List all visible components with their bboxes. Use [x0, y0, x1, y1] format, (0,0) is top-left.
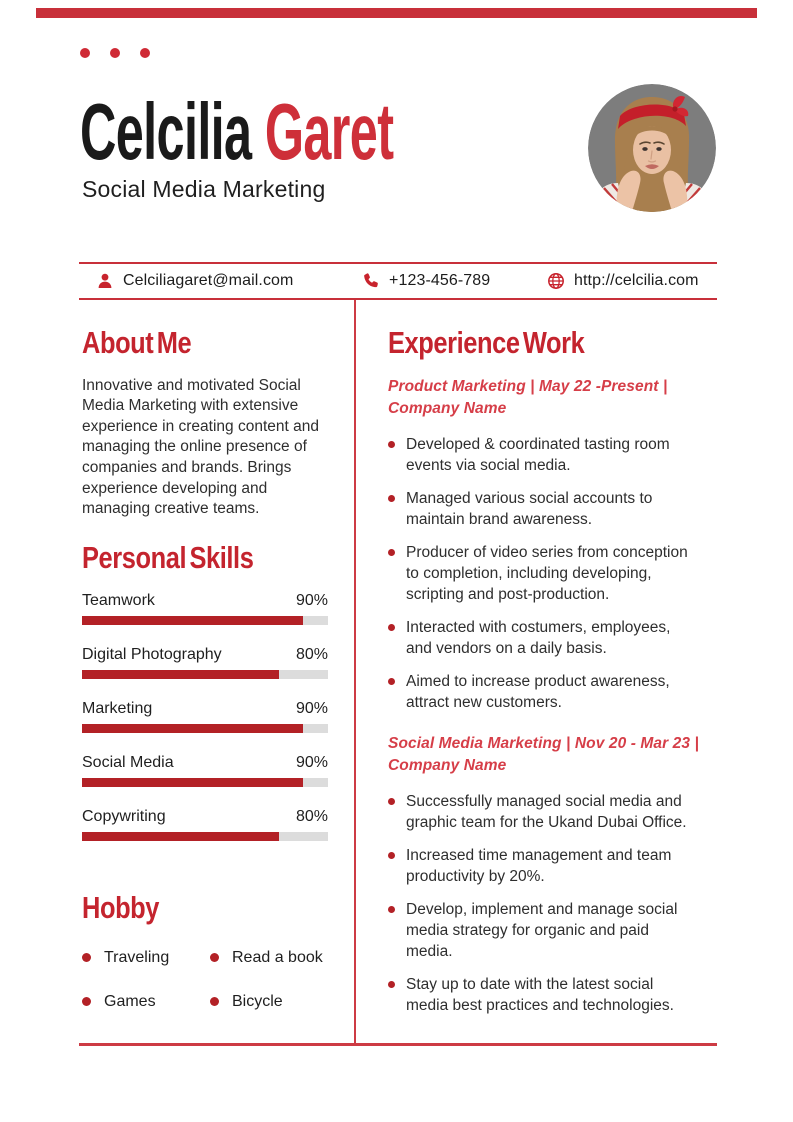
bullet-item	[388, 845, 714, 887]
bullet-text: Develop, implement and manage social media strategy for organic and paid media.	[406, 900, 678, 960]
bullet-dot-icon	[388, 624, 395, 631]
person-name	[80, 87, 394, 176]
column-divider	[354, 300, 356, 1044]
skill-bar-track	[82, 778, 328, 787]
job-title-line: Product Marketing | May 22 -Present |	[388, 377, 668, 395]
bullet-dot-icon	[388, 495, 395, 502]
about-text: Innovative and motivated Social Media Marketing with extensive experience in creating content and managing the online presence of companies and brands. Brings experience developing and managing creative teams.	[82, 376, 319, 518]
bullet-item	[388, 974, 714, 1016]
job-title-line: Company Name	[388, 399, 507, 417]
last-name: Garet	[264, 87, 394, 176]
experience-heading: Experience Work	[388, 325, 585, 360]
contact-email[interactable]	[96, 264, 294, 298]
bullet-text: Stay up to date with the latest social media best practices and technologies.	[406, 975, 674, 1014]
skill-percent: 80%	[295, 646, 328, 664]
person-icon	[96, 272, 114, 290]
hobby-item	[82, 993, 210, 1011]
hobby-list	[82, 949, 328, 1011]
bullet-item	[388, 671, 714, 713]
dot-icon	[140, 48, 150, 58]
bullet-dot-icon	[388, 852, 395, 859]
skill-row	[82, 754, 328, 787]
hobby-item	[82, 949, 210, 967]
first-name: Celcilia	[80, 87, 252, 176]
job-title	[388, 733, 714, 777]
bullet-item	[388, 434, 714, 476]
about-heading: About Me	[82, 325, 192, 360]
skill-label: Copywriting	[82, 808, 166, 826]
bullet-dot-icon	[210, 997, 219, 1006]
skill-bar-fill	[82, 832, 279, 841]
contact-website[interactable]	[547, 264, 699, 298]
hobby-heading: Hobby	[82, 890, 160, 926]
bullet-item	[388, 488, 714, 530]
bullet-dot-icon	[388, 441, 395, 448]
skill-percent: 80%	[295, 808, 328, 826]
skill-percent: 90%	[295, 592, 328, 610]
skill-label: Social Media	[82, 754, 174, 772]
skill-row	[82, 646, 328, 679]
skill-bar-fill	[82, 616, 303, 625]
hobby-label: Games	[104, 992, 156, 1010]
hobby-item	[210, 949, 328, 967]
bullet-item	[388, 791, 714, 833]
bullet-item	[388, 899, 714, 962]
bullet-text: Increased time management and team productivity by 20%.	[406, 846, 672, 885]
skill-bar-track	[82, 724, 328, 733]
top-accent-bar	[36, 8, 757, 18]
globe-icon	[547, 272, 565, 290]
skill-bar-fill	[82, 670, 279, 679]
skill-row	[82, 700, 328, 733]
bullet-item	[388, 617, 714, 659]
skill-row	[82, 808, 328, 841]
contact-phone[interactable]	[362, 264, 490, 298]
skill-label: Teamwork	[82, 592, 155, 610]
skill-bar-track	[82, 670, 328, 679]
contact-bar	[79, 262, 717, 300]
hobby-label: Bicycle	[232, 992, 283, 1010]
phone-icon	[362, 272, 380, 290]
bullet-dot-icon	[210, 953, 219, 962]
bullet-text: Interacted with costumers, employees, and vendors on a daily basis.	[406, 618, 671, 657]
email-text: Celciliagaret@mail.com	[123, 272, 294, 289]
left-column	[82, 327, 328, 1011]
skill-label: Digital Photography	[82, 646, 222, 664]
bottom-rule	[79, 1043, 717, 1046]
bullet-dot-icon	[388, 981, 395, 988]
bullet-text: Aimed to increase product awareness, attract new customers.	[406, 672, 670, 711]
bullet-dot-icon	[82, 953, 91, 962]
bullet-text: Producer of video series from conception to completion, including developing, scripting and post-production.	[406, 543, 688, 603]
dot-icon	[110, 48, 120, 58]
hobby-label: Read a book	[232, 948, 323, 966]
job-title-line: Social Media Marketing | Nov 20 - Mar 23 |	[388, 734, 699, 752]
skill-bar-fill	[82, 778, 303, 787]
job-bullet-list	[388, 791, 714, 1016]
phone-text: +123-456-789	[389, 272, 491, 289]
job-title-line: Company Name	[388, 756, 507, 774]
job-title	[388, 376, 714, 420]
profile-photo-illustration	[588, 84, 716, 212]
skills-list	[82, 592, 328, 841]
hobby-item	[210, 993, 328, 1011]
bullet-dot-icon	[388, 549, 395, 556]
skill-bar-track	[82, 616, 328, 625]
bullet-dot-icon	[388, 798, 395, 805]
skill-bar-fill	[82, 724, 303, 733]
skill-label: Marketing	[82, 700, 153, 718]
profession-subtitle: Social Media Marketing	[82, 176, 326, 202]
skills-heading: Personal Skills	[82, 539, 254, 575]
profile-photo	[588, 84, 716, 212]
job-bullet-list	[388, 434, 714, 713]
skill-row	[82, 592, 328, 625]
bullet-text: Managed various social accounts to maintain brand awareness.	[406, 489, 653, 528]
bullet-text: Successfully managed social media and graphic team for the Ukand Dubai Office.	[406, 792, 687, 831]
dot-icon	[80, 48, 90, 58]
bullet-item	[388, 542, 714, 605]
bullet-dot-icon	[82, 997, 91, 1006]
skill-percent: 90%	[295, 754, 328, 772]
bullet-text: Developed & coordinated tasting room events via social media.	[406, 435, 670, 474]
website-text: http://celcilia.com	[574, 272, 699, 289]
skill-bar-track	[82, 832, 328, 841]
skill-percent: 90%	[295, 700, 328, 718]
bullet-dot-icon	[388, 906, 395, 913]
bullet-dot-icon	[388, 678, 395, 685]
right-column	[388, 327, 714, 1028]
hobby-label: Traveling	[104, 948, 170, 966]
decorative-dots	[80, 48, 150, 58]
